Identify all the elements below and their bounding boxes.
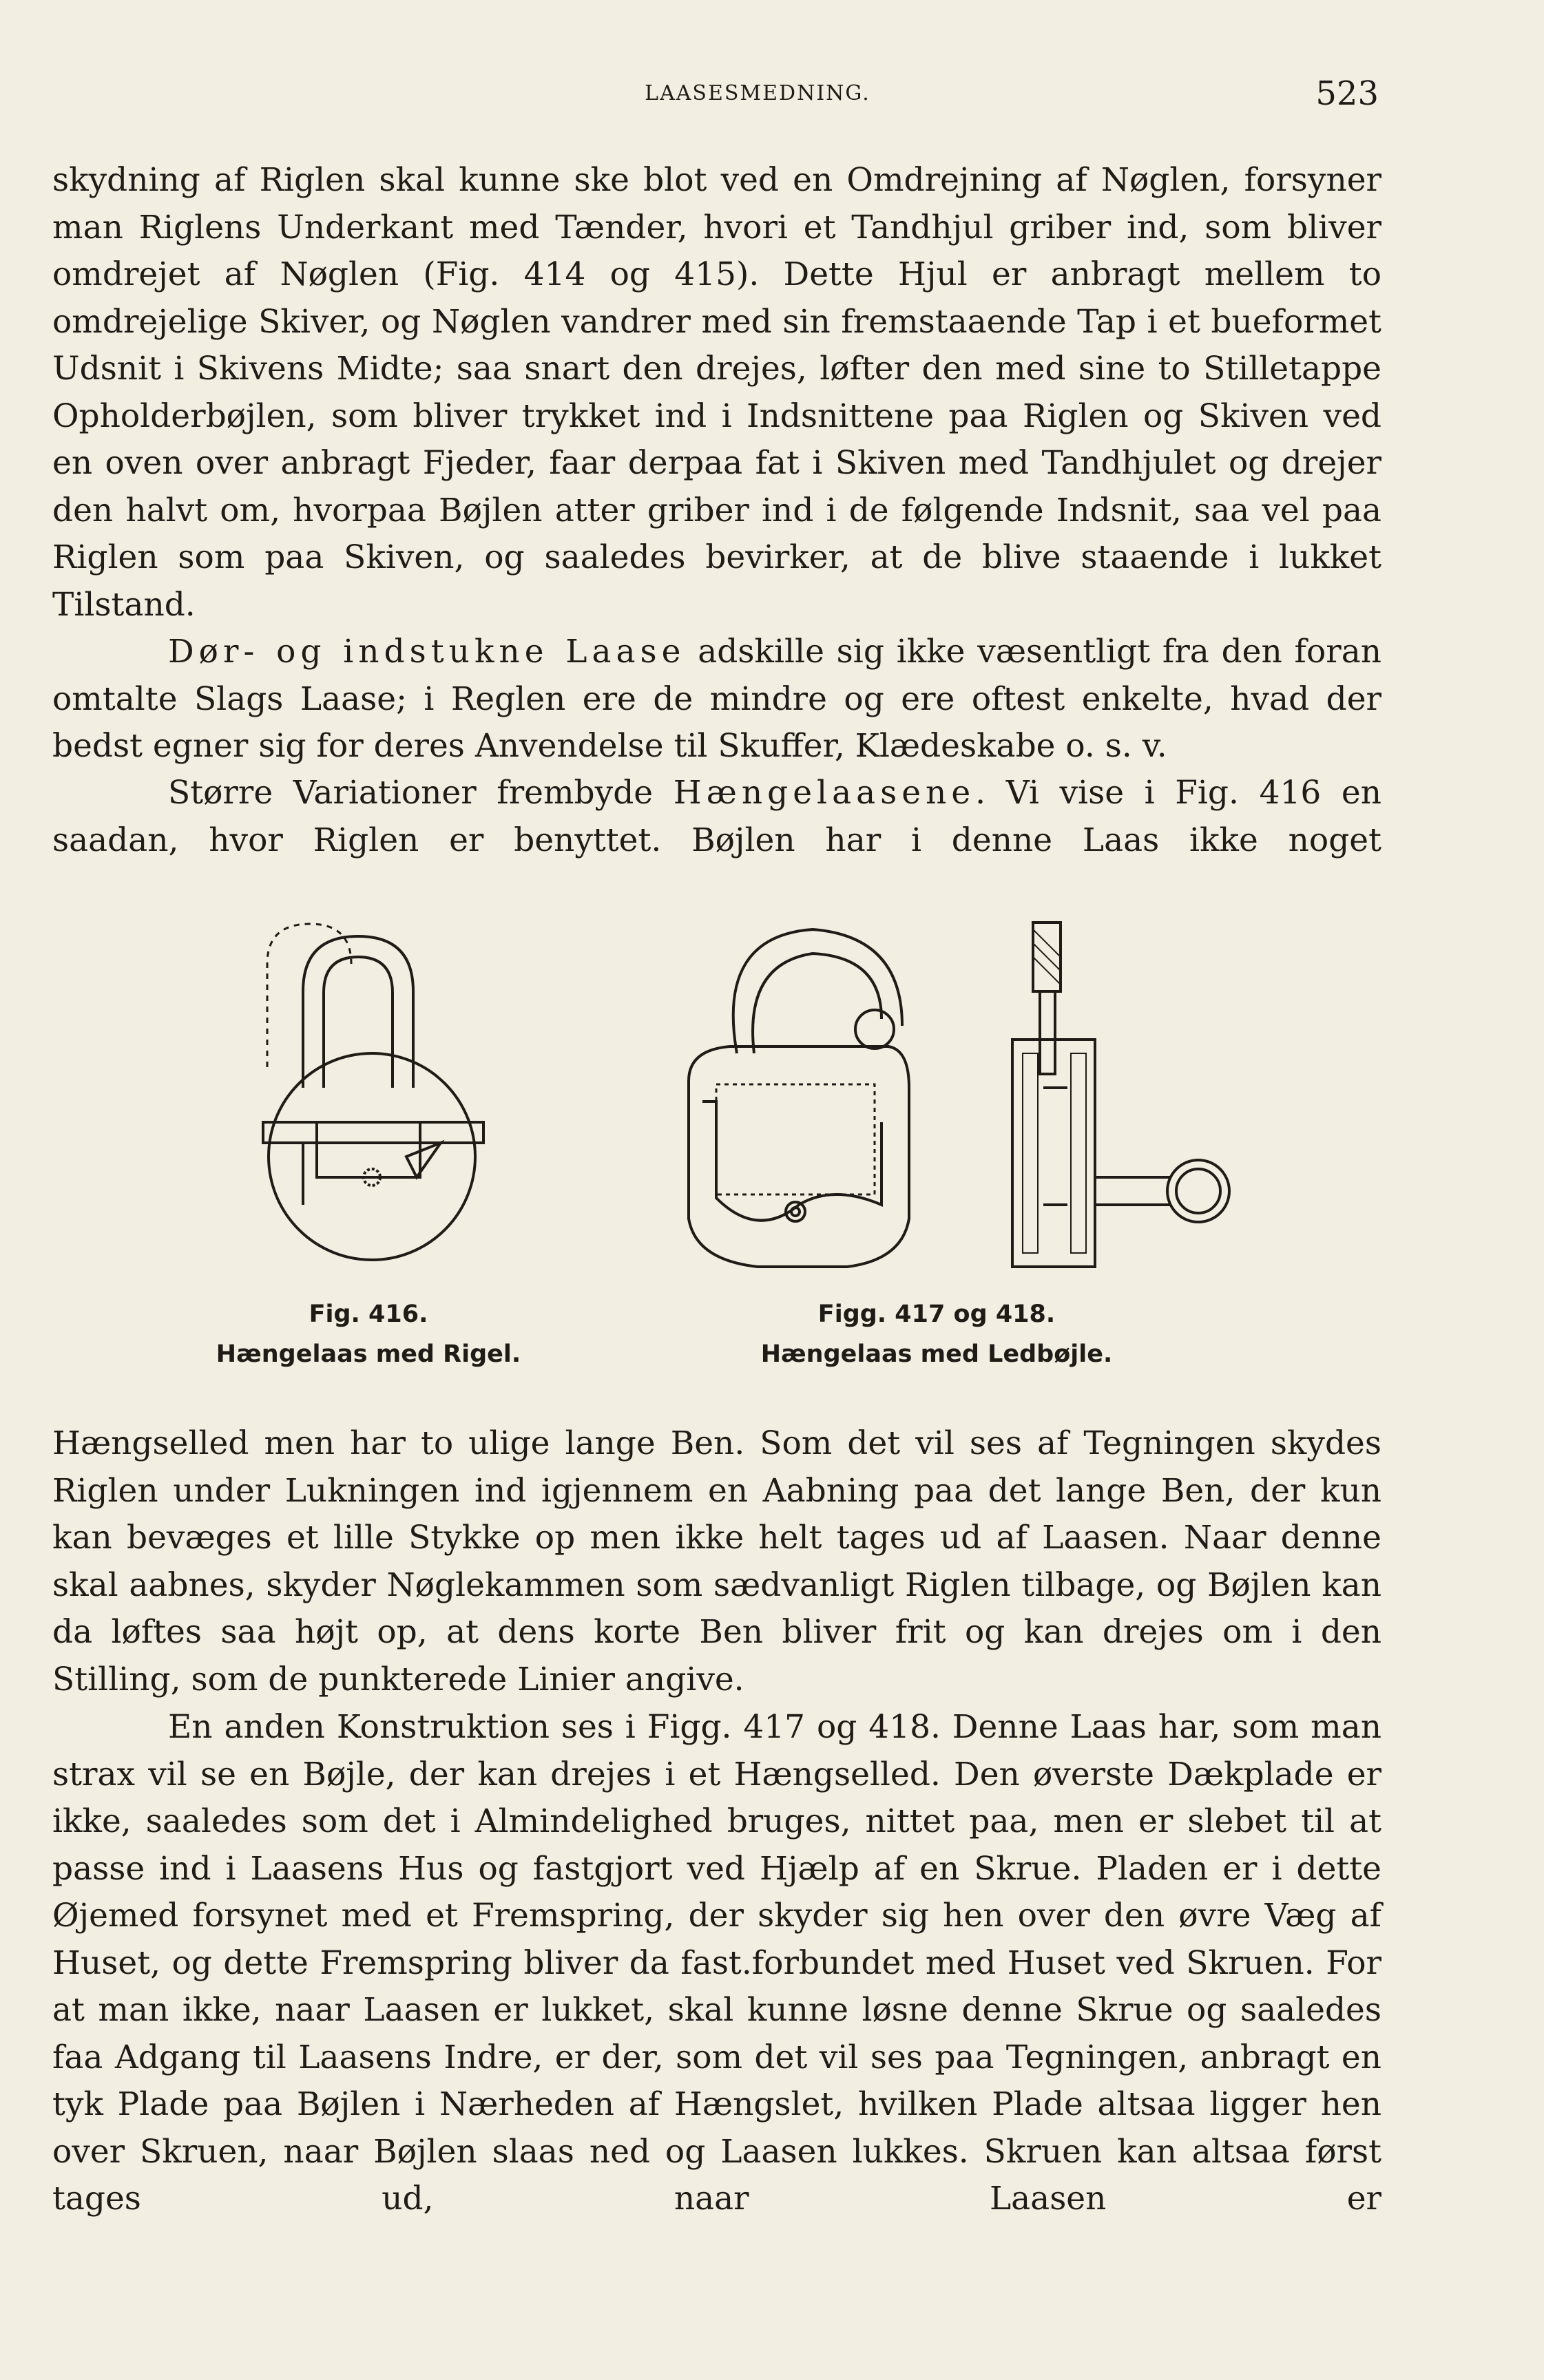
figure-416-caption: Hængelaas med Rigel. (216, 1340, 521, 1368)
figure-418-drawing (992, 916, 1253, 1281)
figure-417-418-caption: Hængelaas med Ledbøjle. (760, 1340, 1113, 1368)
running-title: LAASESMEDNING. (645, 81, 870, 105)
figure-417-418-caption-block (744, 1294, 1129, 1374)
figure-416-label: Fig. 416. (309, 1300, 428, 1328)
figure-416-caption-block (207, 1294, 530, 1374)
paragraph-4 (52, 1420, 1381, 1703)
paragraph-5-text: En anden Konstruktion ses i Figg. 417 og 418. Denne Laas har, som man strax vil se en Bøjle, der kan drejes i et Hængselled. Den øverste Dækplade er ikke, saaledes som det i Almindelighed bruges, nittet paa, men er slebet til at passe ind i Laasens Hus og fastgjort ved Hjælp af en Skrue. Pladen er i dette Øjemed forsynet med et Fremspring, der skyder sig hen over den øvre Væg af Huset, og dette Fremspring bliver da fast.forbundet med Huset ved Skruen. For at man ikke, naar Laasen er lukket, skal kunne løsne denne Skrue og saaledes faa Adgang til Laasens Indre, er der, som det vil ses paa Tegningen, anbragt en tyk Plade paa Bøjlen i Nærheden af Hængslet, hvilken Plade altsaa ligger hen over Skruen, naar Bøjlen slaas ned og Laasen lukkes. Skruen kan altsaa først tages ud, naar Laasen er (52, 1708, 1381, 2218)
paragraph-4-text: Hængselled men har to ulige lange Ben. Som det vil ses af Tegningen skydes Riglen under Lukningen ind igjennem en Aabning paa det lange Ben, der kun kan bevæges et lille Stykke op men ikke helt tages ud af Laasen. Naar denne skal aabnes, skyder Nøglekammen som sædvanligt Riglen tilbage, og Bøjlen kan da løftes saa højt op, at dens korte Ben bliver frit og kan drejes om i den Stilling, som de punkterede Linier angive. (52, 1424, 1381, 1698)
page-number: 523 (1315, 74, 1379, 113)
paragraph-3-start: Større Variationer frembyde (168, 774, 674, 812)
spaced-term-dor-laase: Dør- og indstukne Laase (168, 633, 686, 671)
paragraph-5 (52, 1704, 1381, 2223)
paragraph-3 (52, 770, 1381, 864)
paragraph-2 (52, 629, 1381, 770)
spaced-term-haengelaase: Hængelaasene (673, 774, 976, 812)
paragraph-3-text: . Vi vise i Fig. 416 en saadan, hvor Riglen er benyttet. Bøjlen har i denne Laas ikke noget (52, 774, 1381, 859)
figure-417-drawing (675, 916, 930, 1281)
paragraph-1 (52, 157, 1381, 629)
figure-417-418-label: Figg. 417 og 418. (817, 1300, 1056, 1328)
paragraph-1-text: skydning af Riglen skal kunne ske blot ved en Omdrejning af Nøglen, forsyner man Riglens Underkant med Tænder, hvori et Tandhjul griber ind, som bliver omdrejet af Nøglen (Fig. 414 og 415). Dette Hjul er anbragt mellem to omdrejelige Skiver, og Nøglen vandrer med sin fremstaaende Tap i et bueformet Udsnit i Skivens Midte; saa snart den drejes, løfter den med sine to Stilletappe Opholderbøjlen, som bliver trykket ind i Indsnittene paa Riglen og Skiven ved en oven over anbragt Fjeder, faar derpaa fat i Skiven med Tandhjulet og drejer den halvt om, hvorpaa Bøjlen atter griber ind i de følgende Indsnit, saa vel paa Riglen som paa Skiven, og saaledes bevirker, at de blive staaende i lukket Tilstand. (52, 161, 1381, 624)
paragraph-2-text: adskille sig ikke væsentligt fra den foran omtalte Slags Laase; i Reglen ere de mindre og ere oftest enkelte, hvad der bedst egner sig for deres Anvendelse til Skuffer, Klædeskabe o. s. v. (52, 633, 1381, 765)
figure-416-drawing (255, 916, 544, 1287)
